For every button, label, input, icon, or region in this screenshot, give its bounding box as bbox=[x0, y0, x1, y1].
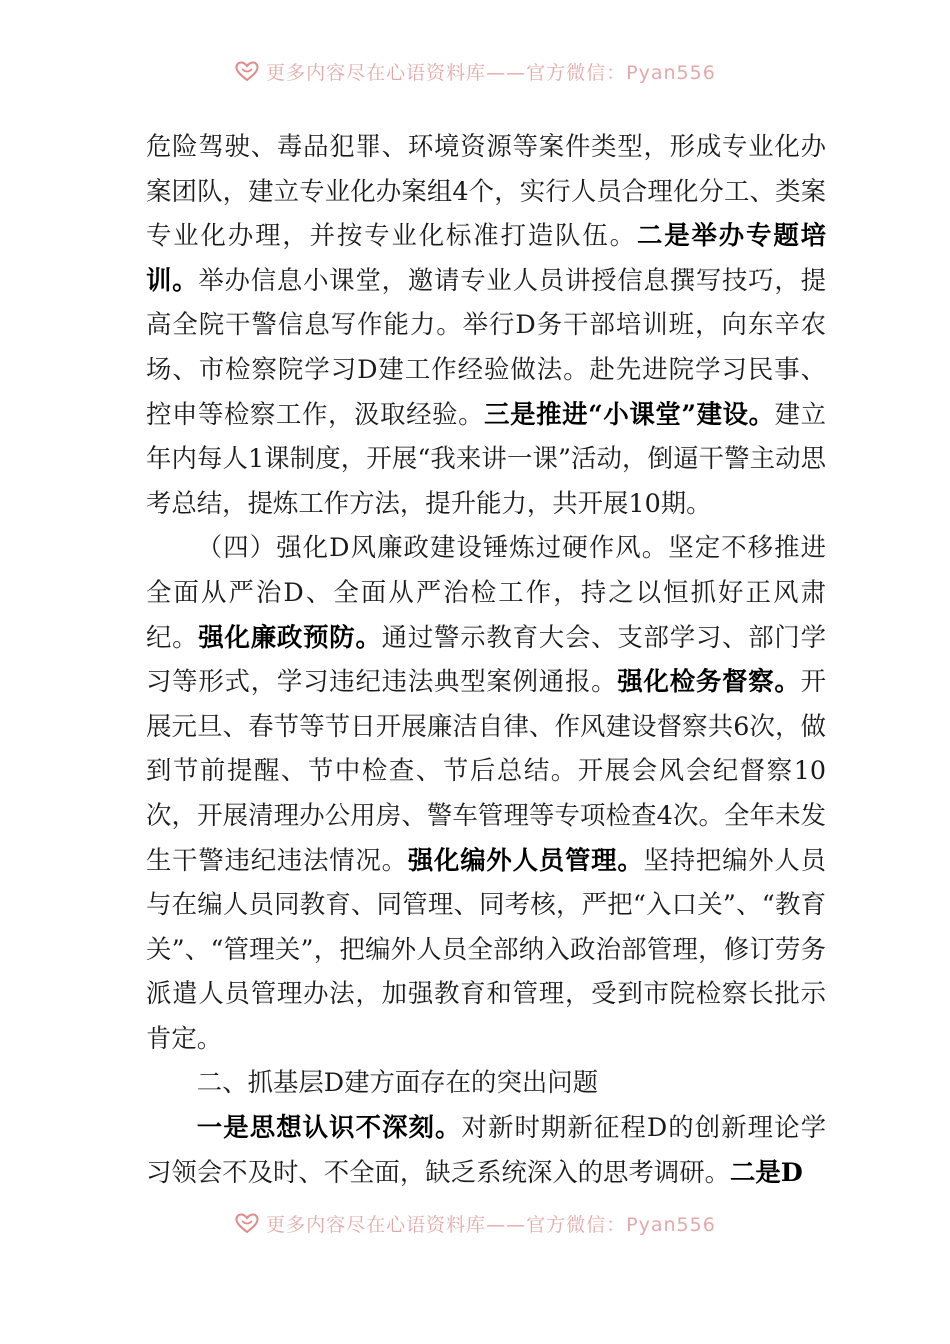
bold-heading: 一是思想认识不深刻。 bbox=[196, 1112, 462, 1143]
header-watermark bbox=[0, 56, 950, 86]
heart-logo-icon bbox=[234, 1212, 260, 1234]
heart-logo-icon bbox=[234, 60, 260, 82]
watermark-text: 更多内容尽在心语资料库——官方微信：Pyan556 bbox=[266, 61, 716, 84]
bold-heading: 二是举办专题培训。 bbox=[146, 220, 827, 295]
bold-heading: 二是D bbox=[729, 1156, 803, 1187]
paragraph bbox=[146, 525, 826, 1060]
body-text: 二、抓基层D建方面存在的突出问题 bbox=[196, 1067, 599, 1098]
body-text: 通过警示教育大会、支部学习、部门学习等形式，学习违纪违法典型案例通报。 bbox=[146, 621, 827, 697]
bold-heading: 强化检务督察。 bbox=[617, 666, 801, 697]
bold-heading: 强化编外人员管理。 bbox=[407, 844, 644, 875]
bold-heading: 强化廉政预防。 bbox=[198, 621, 382, 652]
body-text: 坚持把编外人员与在编人员同教育、同管理、同考核，严把“入口关”、“教育关”、“管理关”，把编外人员全部纳入政治部管理，修订劳务派遣人员管理办法，加强教育和管理，受到市院检察长批示肯定。 bbox=[146, 844, 827, 1053]
watermark-text: 更多内容尽在心语资料库——官方微信：Pyan556 bbox=[266, 1213, 716, 1236]
body-text: 开展元旦、春节等节日开展廉洁自律、作风建设督察共6次，做到节前提醒、节中检查、节后总结。开展会风会纪督察10次，开展清理办公用房、警车管理等专项检查4次。全年未发生干警违纪违法情况。 bbox=[146, 666, 827, 875]
body-text: （四）强化D风廉政建设锤炼过硬作风。坚定不移推进全面从严治D、全面从严治检工作，持之以恒抓好正风肃纪。 bbox=[146, 532, 826, 652]
document-body bbox=[146, 124, 826, 1194]
body-text: 建立年内每人1课制度，开展“我来讲一课”活动，倒逼干警主动思考总结，提炼工作方法，提升能力，共开展10期。 bbox=[146, 398, 827, 518]
paragraph bbox=[146, 124, 826, 525]
bold-heading: 三是推进“小课堂”建设。 bbox=[484, 398, 775, 429]
paragraph bbox=[146, 1105, 826, 1194]
body-text: 举办信息小课堂，邀请专业人员讲授信息撰写技巧，提高全院干警信息写作能力。举行D务干部培训班，向东辛农场、市检察院学习D建工作经验做法。赴先进院学习民事、控申等检察工作，汲取经验。 bbox=[146, 264, 827, 429]
body-text: 对新时期新征程D的创新理论学习领会不及时、不全面，缺乏系统深入的思考调研。 bbox=[146, 1112, 827, 1187]
paragraph bbox=[146, 1060, 826, 1105]
body-text: 危险驾驶、毒品犯罪、环境资源等案件类型，形成专业化办案团队，建立专业化办案组4个，实行人员合理化分工、类案专业化办理，并按专业化标准打造队伍。 bbox=[146, 131, 826, 251]
footer-watermark bbox=[0, 1208, 950, 1238]
